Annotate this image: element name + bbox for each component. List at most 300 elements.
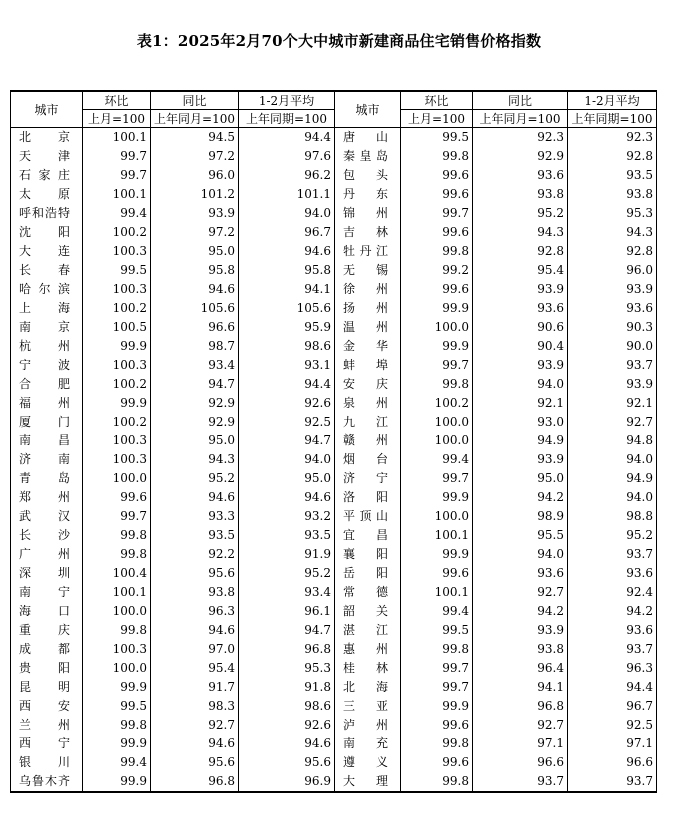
city-name: 秦皇岛 (335, 147, 401, 166)
mom-value: 99.6 (401, 280, 473, 299)
city-name: 锦州 (335, 204, 401, 223)
avg-value: 96.2 (239, 166, 335, 185)
table-row (11, 677, 657, 696)
city-name: 太原 (11, 185, 83, 204)
avg-value: 98.6 (239, 696, 335, 715)
avg-value: 93.4 (239, 583, 335, 602)
mom-value: 100.2 (83, 374, 151, 393)
city-name: 广州 (11, 545, 83, 564)
city-name: 温州 (335, 317, 401, 336)
mom-value: 100.3 (83, 242, 151, 261)
yoy-value: 92.7 (151, 715, 239, 734)
yoy-value: 92.8 (473, 242, 568, 261)
yoy-value: 92.7 (473, 583, 568, 602)
avg-value: 93.5 (568, 166, 657, 185)
mom-value: 99.4 (401, 601, 473, 620)
mom-value: 100.0 (401, 317, 473, 336)
avg-value: 94.3 (568, 223, 657, 242)
mom-value: 99.4 (401, 450, 473, 469)
city-name: 桂林 (335, 658, 401, 677)
mom-value: 100.2 (83, 298, 151, 317)
yoy-value: 90.6 (473, 317, 568, 336)
city-name: 济南 (11, 450, 83, 469)
city-name: 丹东 (335, 185, 401, 204)
mom-value: 99.9 (83, 336, 151, 355)
yoy-value: 98.3 (151, 696, 239, 715)
city-name: 长春 (11, 261, 83, 280)
yoy-value: 95.0 (473, 469, 568, 488)
avg-value: 94.6 (239, 734, 335, 753)
table-row (11, 393, 657, 412)
yoy-value: 95.6 (151, 564, 239, 583)
table-body (11, 128, 657, 792)
yoy-value: 95.4 (473, 261, 568, 280)
avg-value: 96.7 (239, 223, 335, 242)
avg-value: 92.6 (239, 393, 335, 412)
city-name: 包头 (335, 166, 401, 185)
avg-value: 94.6 (239, 242, 335, 261)
yoy-value: 93.9 (473, 620, 568, 639)
mom-value: 99.9 (83, 393, 151, 412)
city-name: 石家庄 (11, 166, 83, 185)
table-row (11, 185, 657, 204)
mom-value: 99.9 (401, 336, 473, 355)
yoy-value: 96.6 (151, 317, 239, 336)
table-row (11, 753, 657, 772)
avg-value: 96.3 (568, 658, 657, 677)
mom-value: 99.8 (401, 147, 473, 166)
mom-value: 99.8 (401, 242, 473, 261)
avg-value: 95.2 (568, 526, 657, 545)
header-row (11, 91, 657, 110)
yoy-value: 94.3 (473, 223, 568, 242)
city-name: 济宁 (335, 469, 401, 488)
mom-value: 99.8 (401, 374, 473, 393)
yoy-value: 93.9 (151, 204, 239, 223)
avg-value: 92.8 (568, 147, 657, 166)
avg-value: 94.4 (239, 374, 335, 393)
avg-value: 92.7 (568, 412, 657, 431)
avg-value: 92.5 (239, 412, 335, 431)
avg-value: 105.6 (239, 298, 335, 317)
city-header: 城市 (11, 91, 83, 128)
table-row (11, 412, 657, 431)
mom-value: 100.1 (83, 185, 151, 204)
city-name: 长沙 (11, 526, 83, 545)
mom-value: 99.9 (83, 677, 151, 696)
yoy-value: 94.2 (473, 601, 568, 620)
avg-value: 93.8 (568, 185, 657, 204)
table-row (11, 317, 657, 336)
table-row (11, 431, 657, 450)
table-row (11, 583, 657, 602)
city-name: 吉林 (335, 223, 401, 242)
yoy-subheader: 上年同月=100 (473, 110, 568, 128)
table-row (11, 242, 657, 261)
yoy-value: 96.8 (151, 772, 239, 792)
city-name: 烟台 (335, 450, 401, 469)
yoy-value: 92.3 (473, 128, 568, 147)
yoy-value: 95.2 (151, 469, 239, 488)
yoy-value: 97.2 (151, 223, 239, 242)
mom-value: 99.6 (401, 223, 473, 242)
table-row (11, 715, 657, 734)
avg-header: 1-2月平均 (568, 91, 657, 110)
avg-value: 94.4 (568, 677, 657, 696)
avg-value: 98.8 (568, 507, 657, 526)
table-row (11, 204, 657, 223)
avg-value: 93.7 (568, 355, 657, 374)
mom-value: 100.3 (83, 431, 151, 450)
mom-value: 99.9 (401, 488, 473, 507)
yoy-value: 98.7 (151, 336, 239, 355)
table-row (11, 488, 657, 507)
avg-value: 93.7 (568, 639, 657, 658)
mom-value: 99.9 (401, 545, 473, 564)
yoy-value: 94.3 (151, 450, 239, 469)
city-name: 重庆 (11, 620, 83, 639)
yoy-value: 94.5 (151, 128, 239, 147)
price-index-table (10, 90, 657, 793)
city-name: 哈尔滨 (11, 280, 83, 299)
city-name: 韶关 (335, 601, 401, 620)
city-name: 惠州 (335, 639, 401, 658)
mom-header: 环比 (83, 91, 151, 110)
avg-value: 91.8 (239, 677, 335, 696)
table-row (11, 545, 657, 564)
city-name: 西宁 (11, 734, 83, 753)
city-name: 厦门 (11, 412, 83, 431)
yoy-value: 94.6 (151, 280, 239, 299)
yoy-value: 95.5 (473, 526, 568, 545)
city-name: 扬州 (335, 298, 401, 317)
mom-value: 100.1 (401, 526, 473, 545)
mom-value: 100.1 (83, 128, 151, 147)
city-name: 北海 (335, 677, 401, 696)
mom-value: 99.7 (401, 469, 473, 488)
avg-value: 93.9 (568, 374, 657, 393)
yoy-value: 97.2 (151, 147, 239, 166)
avg-value: 93.6 (568, 564, 657, 583)
mom-value: 100.3 (83, 450, 151, 469)
yoy-value: 93.0 (473, 412, 568, 431)
city-name: 南昌 (11, 431, 83, 450)
yoy-value: 95.6 (151, 753, 239, 772)
mom-value: 100.0 (83, 469, 151, 488)
table-row (11, 280, 657, 299)
table-row (11, 147, 657, 166)
avg-value: 96.8 (239, 639, 335, 658)
avg-value: 98.6 (239, 336, 335, 355)
yoy-value: 94.7 (151, 374, 239, 393)
city-name: 杭州 (11, 336, 83, 355)
yoy-value: 97.0 (151, 639, 239, 658)
avg-value: 96.6 (568, 753, 657, 772)
city-name: 常德 (335, 583, 401, 602)
subheader-row (11, 110, 657, 128)
yoy-value: 93.6 (473, 166, 568, 185)
table-row (11, 450, 657, 469)
avg-value: 94.1 (239, 280, 335, 299)
avg-value: 92.5 (568, 715, 657, 734)
avg-value: 94.9 (568, 469, 657, 488)
yoy-value: 95.0 (151, 242, 239, 261)
city-name: 襄阳 (335, 545, 401, 564)
yoy-value: 94.0 (473, 545, 568, 564)
yoy-subheader: 上年同月=100 (151, 110, 239, 128)
avg-value: 94.7 (239, 431, 335, 450)
mom-value: 99.4 (83, 753, 151, 772)
avg-value: 92.6 (239, 715, 335, 734)
table-row (11, 526, 657, 545)
mom-value: 100.1 (83, 583, 151, 602)
mom-value: 100.2 (83, 412, 151, 431)
avg-value: 93.1 (239, 355, 335, 374)
yoy-value: 93.8 (151, 583, 239, 602)
yoy-value: 93.6 (473, 298, 568, 317)
city-name: 无锡 (335, 261, 401, 280)
city-name: 天津 (11, 147, 83, 166)
avg-value: 97.1 (568, 734, 657, 753)
table-row (11, 261, 657, 280)
city-name: 南充 (335, 734, 401, 753)
table-row (11, 355, 657, 374)
city-name: 上海 (11, 298, 83, 317)
mom-value: 99.7 (83, 147, 151, 166)
yoy-value: 92.1 (473, 393, 568, 412)
city-name: 武汉 (11, 507, 83, 526)
city-name: 泉州 (335, 393, 401, 412)
mom-value: 99.7 (401, 658, 473, 677)
yoy-value: 92.9 (151, 412, 239, 431)
avg-value: 96.9 (239, 772, 335, 792)
avg-value: 92.3 (568, 128, 657, 147)
avg-subheader: 上年同期=100 (239, 110, 335, 128)
mom-value: 100.3 (83, 639, 151, 658)
avg-value: 94.4 (239, 128, 335, 147)
yoy-value: 95.0 (151, 431, 239, 450)
avg-value: 94.0 (239, 450, 335, 469)
mom-subheader: 上月=100 (83, 110, 151, 128)
table-title: 表1：2025年2月70个大中城市新建商品住宅销售价格指数 (136, 32, 542, 50)
city-name: 宜昌 (335, 526, 401, 545)
avg-value: 94.0 (239, 204, 335, 223)
table-row (11, 658, 657, 677)
yoy-value: 96.8 (473, 696, 568, 715)
city-name: 合肥 (11, 374, 83, 393)
yoy-value: 95.2 (473, 204, 568, 223)
avg-value: 92.1 (568, 393, 657, 412)
city-name: 贵阳 (11, 658, 83, 677)
mom-value: 100.0 (83, 601, 151, 620)
mom-value: 99.8 (83, 620, 151, 639)
avg-value: 96.7 (568, 696, 657, 715)
yoy-value: 96.3 (151, 601, 239, 620)
yoy-value: 94.0 (473, 374, 568, 393)
mom-value: 99.8 (83, 715, 151, 734)
yoy-value: 91.7 (151, 677, 239, 696)
avg-value: 101.1 (239, 185, 335, 204)
yoy-value: 90.4 (473, 336, 568, 355)
yoy-value: 92.7 (473, 715, 568, 734)
mom-value: 99.5 (401, 128, 473, 147)
city-name: 安庆 (335, 374, 401, 393)
city-name: 九江 (335, 412, 401, 431)
yoy-value: 101.2 (151, 185, 239, 204)
yoy-value: 96.6 (473, 753, 568, 772)
city-name: 湛江 (335, 620, 401, 639)
mom-value: 99.9 (401, 298, 473, 317)
city-name: 岳阳 (335, 564, 401, 583)
mom-value: 99.8 (83, 545, 151, 564)
avg-value: 94.6 (239, 488, 335, 507)
avg-value: 92.4 (568, 583, 657, 602)
city-name: 徐州 (335, 280, 401, 299)
mom-value: 99.5 (401, 620, 473, 639)
city-name: 兰州 (11, 715, 83, 734)
city-name: 大连 (11, 242, 83, 261)
avg-value: 94.0 (568, 488, 657, 507)
yoy-value: 93.7 (473, 772, 568, 792)
yoy-value: 98.9 (473, 507, 568, 526)
city-name: 成都 (11, 639, 83, 658)
mom-value: 99.6 (401, 185, 473, 204)
city-name: 平顶山 (335, 507, 401, 526)
mom-value: 99.8 (83, 526, 151, 545)
table-row (11, 223, 657, 242)
yoy-value: 105.6 (151, 298, 239, 317)
yoy-value: 93.9 (473, 355, 568, 374)
yoy-header: 同比 (473, 91, 568, 110)
mom-value: 100.0 (401, 507, 473, 526)
avg-value: 93.7 (568, 545, 657, 564)
mom-value: 100.5 (83, 317, 151, 336)
mom-value: 99.5 (83, 261, 151, 280)
mom-value: 100.0 (401, 431, 473, 450)
yoy-header: 同比 (151, 91, 239, 110)
table-row (11, 734, 657, 753)
avg-value: 93.6 (568, 298, 657, 317)
avg-value: 95.3 (239, 658, 335, 677)
mom-value: 99.8 (401, 772, 473, 792)
mom-value: 100.1 (401, 583, 473, 602)
city-name: 遵义 (335, 753, 401, 772)
avg-value: 97.6 (239, 147, 335, 166)
city-name: 南京 (11, 317, 83, 336)
table-row (11, 564, 657, 583)
avg-value: 93.2 (239, 507, 335, 526)
table-row (11, 128, 657, 147)
yoy-value: 93.9 (473, 280, 568, 299)
mom-value: 100.3 (83, 280, 151, 299)
mom-value: 99.6 (401, 753, 473, 772)
table-row (11, 374, 657, 393)
city-name: 沈阳 (11, 223, 83, 242)
yoy-value: 96.4 (473, 658, 568, 677)
table-row (11, 298, 657, 317)
avg-value: 95.6 (239, 753, 335, 772)
avg-value: 95.9 (239, 317, 335, 336)
mom-value: 100.2 (83, 223, 151, 242)
yoy-value: 94.1 (473, 677, 568, 696)
city-name: 大理 (335, 772, 401, 792)
avg-value: 95.2 (239, 564, 335, 583)
mom-value: 99.7 (401, 677, 473, 696)
mom-subheader: 上月=100 (401, 110, 473, 128)
avg-value: 90.3 (568, 317, 657, 336)
avg-value: 94.8 (568, 431, 657, 450)
mom-value: 100.2 (401, 393, 473, 412)
city-name: 乌鲁木齐 (11, 772, 83, 792)
avg-value: 95.3 (568, 204, 657, 223)
mom-value: 99.9 (83, 772, 151, 792)
city-name: 福州 (11, 393, 83, 412)
table-row (11, 601, 657, 620)
mom-value: 99.6 (83, 488, 151, 507)
avg-value: 94.2 (568, 601, 657, 620)
yoy-value: 95.4 (151, 658, 239, 677)
yoy-value: 94.9 (473, 431, 568, 450)
mom-value: 100.4 (83, 564, 151, 583)
mom-value: 99.7 (401, 204, 473, 223)
avg-value: 93.9 (568, 280, 657, 299)
table-row (11, 772, 657, 792)
mom-value: 99.7 (83, 507, 151, 526)
avg-value: 96.1 (239, 601, 335, 620)
avg-value: 95.0 (239, 469, 335, 488)
mom-value: 100.0 (401, 412, 473, 431)
avg-header: 1-2月平均 (239, 91, 335, 110)
yoy-value: 94.6 (151, 734, 239, 753)
avg-subheader: 上年同期=100 (568, 110, 657, 128)
city-name: 银川 (11, 753, 83, 772)
avg-value: 95.8 (239, 261, 335, 280)
avg-value: 94.0 (568, 450, 657, 469)
mom-value: 99.6 (401, 166, 473, 185)
yoy-value: 92.2 (151, 545, 239, 564)
table-row (11, 639, 657, 658)
mom-value: 99.6 (401, 564, 473, 583)
city-name: 昆明 (11, 677, 83, 696)
table-row (11, 336, 657, 355)
mom-value: 99.8 (401, 639, 473, 658)
city-name: 唐山 (335, 128, 401, 147)
city-name: 洛阳 (335, 488, 401, 507)
city-name: 宁波 (11, 355, 83, 374)
city-name: 北京 (11, 128, 83, 147)
table-row (11, 620, 657, 639)
city-name: 青岛 (11, 469, 83, 488)
mom-value: 99.2 (401, 261, 473, 280)
yoy-value: 93.8 (473, 639, 568, 658)
mom-value: 100.0 (83, 658, 151, 677)
avg-value: 94.7 (239, 620, 335, 639)
yoy-value: 96.0 (151, 166, 239, 185)
city-name: 赣州 (335, 431, 401, 450)
mom-value: 99.4 (83, 204, 151, 223)
yoy-value: 93.8 (473, 185, 568, 204)
yoy-value: 93.4 (151, 355, 239, 374)
avg-value: 93.6 (568, 620, 657, 639)
table-row (11, 166, 657, 185)
city-name: 呼和浩特 (11, 204, 83, 223)
yoy-value: 93.5 (151, 526, 239, 545)
avg-value: 93.7 (568, 772, 657, 792)
avg-value: 92.8 (568, 242, 657, 261)
mom-value: 99.8 (401, 734, 473, 753)
mom-value: 99.7 (401, 355, 473, 374)
avg-value: 96.0 (568, 261, 657, 280)
